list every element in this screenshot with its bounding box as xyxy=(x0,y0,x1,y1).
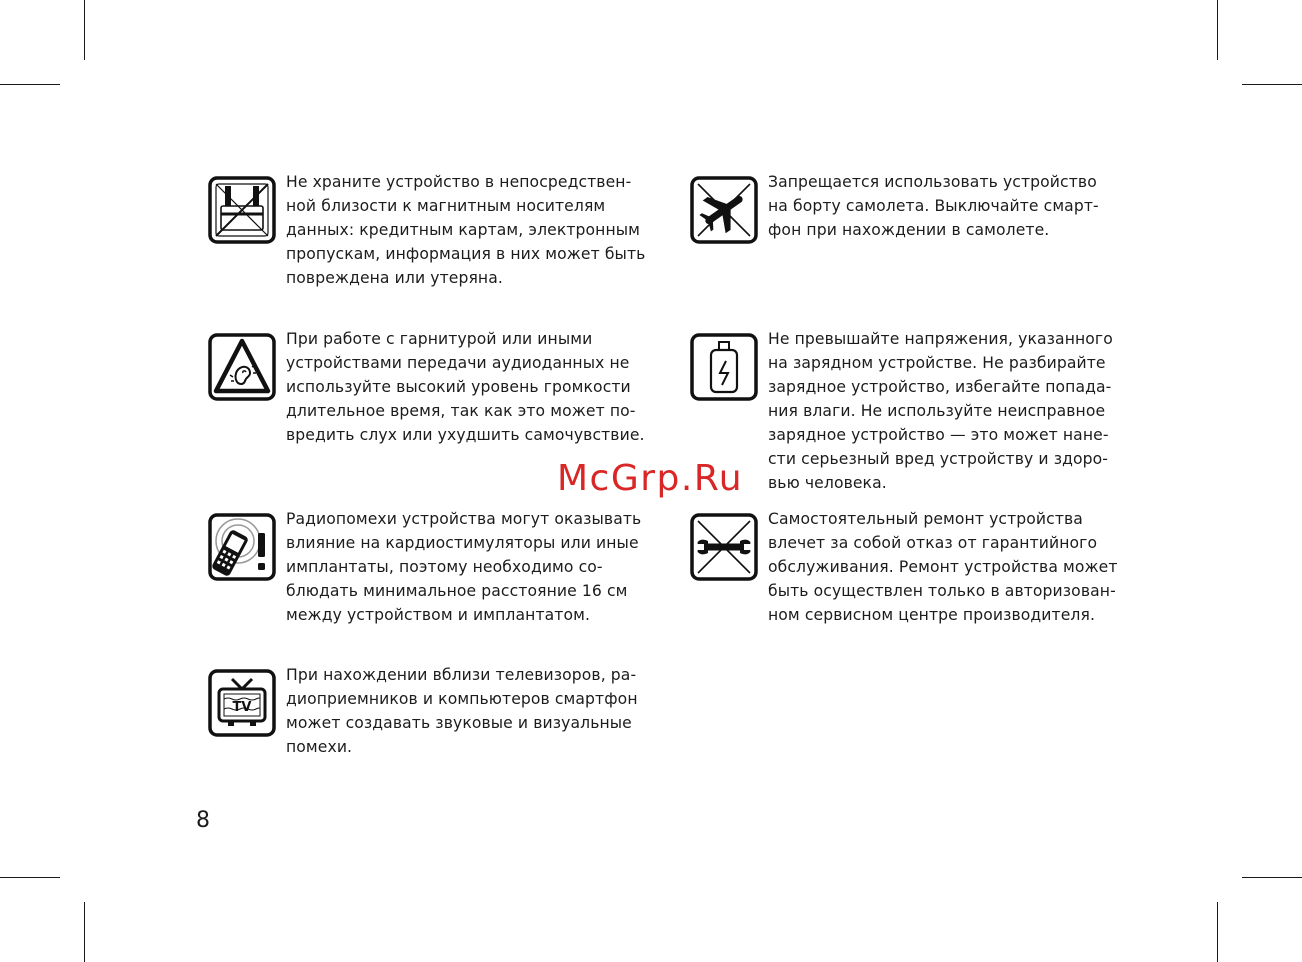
crop-mark xyxy=(84,0,85,60)
watermark: McGrp.Ru xyxy=(557,458,744,499)
crop-mark xyxy=(1242,877,1302,878)
safety-text: Радиопомехи устройства могут оказывать влияние на кардиостимуляторы или иные имплантаты, поэтому необходимо со- блюдать минимальное расстояние 16 см между устройством и имплантатом. xyxy=(286,510,642,624)
charger-voltage-icon xyxy=(690,333,758,401)
pacemaker-interference-icon xyxy=(208,513,276,581)
crop-mark xyxy=(1217,902,1218,962)
crop-mark xyxy=(84,902,85,962)
safety-text: Не превышайте напряжения, указанного на зарядном устройстве. Не разбирайте зарядное устройство, избегайте попада- ния влаги. Не используйте неисправное зарядное устройство — это может нане- сти серьезный вред устройству и здоро- вью человека. xyxy=(768,330,1113,492)
crop-mark xyxy=(0,84,60,85)
crop-mark xyxy=(1242,84,1302,85)
tv-interference-icon xyxy=(208,669,276,737)
self-repair-prohibited-icon xyxy=(690,513,758,581)
safety-text: Самостоятельный ремонт устройства влечет за собой отказ от гарантийного обслуживания. Ремонт устройства может быть осуществлен только в авторизован- ном сервисном центре производителя. xyxy=(768,510,1118,624)
safety-text: При работе с гарнитурой или иными устройствами передачи аудиоданных не используйте высокий уровень громкости длительное время, так как это может по- вредить слух или ухудшить самочувствие. xyxy=(286,330,645,444)
safety-text: Не храните устройство в непосредствен- ной близости к магнитным носителям данных: кредитным картам, электронным пропускам, информация в них может быть повреждена или утеряна. xyxy=(286,173,646,287)
hearing-warning-icon xyxy=(208,333,276,401)
magnetic-card-prohibited-icon xyxy=(208,176,276,244)
svg-text:TV: TV xyxy=(232,700,252,715)
crop-mark xyxy=(1217,0,1218,60)
safety-text: Запрещается использовать устройство на борту самолета. Выключайте смарт- фон при нахождении в самолете. xyxy=(768,173,1099,239)
airplane-prohibited-icon xyxy=(690,176,758,244)
page-number: 8 xyxy=(196,808,210,833)
safety-text: При нахождении вблизи телевизоров, ра- диоприемников и компьютеров смартфон может создавать звуковые и визуальные помехи. xyxy=(286,666,638,756)
crop-mark xyxy=(0,877,60,878)
